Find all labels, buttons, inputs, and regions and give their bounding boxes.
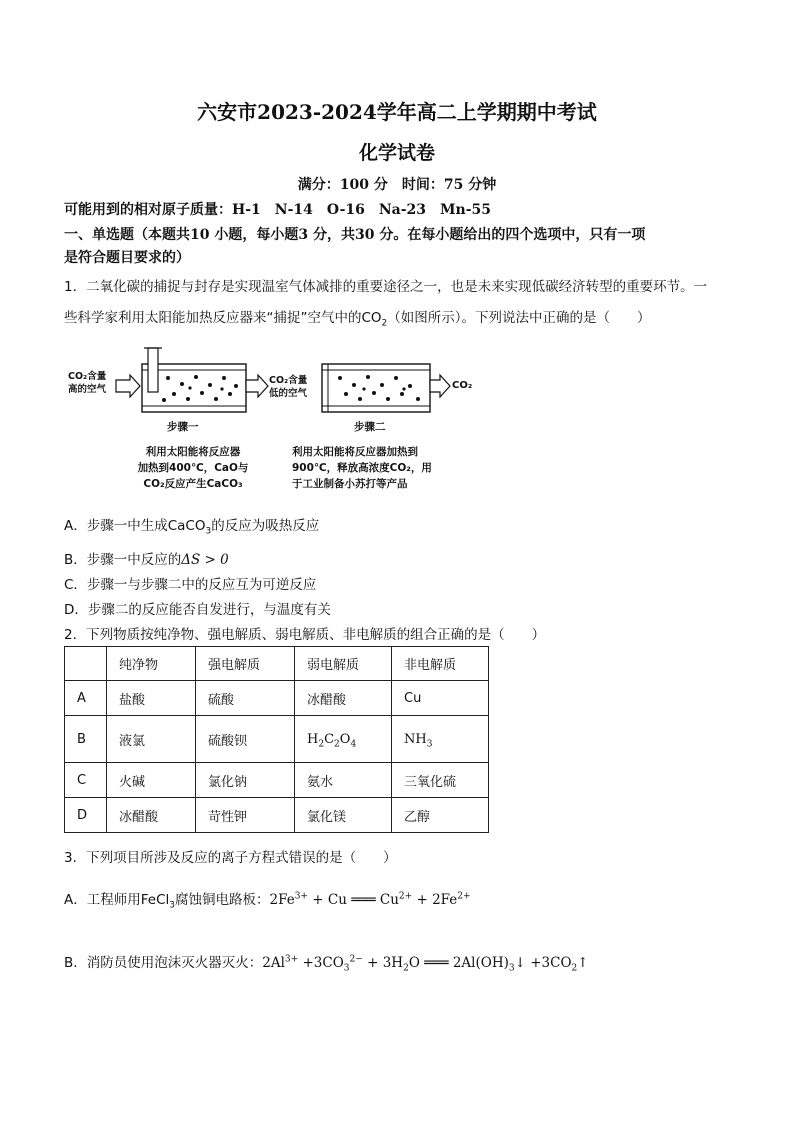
table-row (65, 681, 489, 716)
table-cell: B (65, 716, 107, 763)
exam-subtitle: 化学试卷 (358, 142, 435, 164)
table-row (65, 716, 489, 763)
q1-option-c: C．步骤一与步骤二中的反应互为可逆反应 (64, 577, 317, 593)
table-cell: 液氯 (107, 716, 196, 763)
q2-stem: 2．下列物质按纯净物、强电解质、弱电解质、非电解质的组合正确的是（ ） (64, 627, 546, 643)
table-cell: $H_2C_2O_4$ (295, 716, 392, 763)
q1-stem-line1: 1．二氧化碳的捕捉与封存是实现温室气体减排的重要途径之一，也是未来实现低碳经济转型的重要环节。一 (64, 279, 708, 295)
table-cell: 弱电解质 (295, 647, 392, 681)
step1-label: 步骤一 (167, 421, 199, 433)
table-row (65, 763, 489, 798)
table-cell: 冰醋酸 (295, 681, 392, 716)
table-cell: A (65, 681, 107, 716)
table-cell: 氯化镁 (295, 798, 392, 833)
table-cell (65, 647, 107, 681)
table-cell: 苛性钾 (196, 798, 295, 833)
q1-option-b: B．步骤一中反应的ΔS > 0 (64, 552, 229, 568)
table-cell: $NH_3$ (392, 716, 489, 763)
table-cell: 纯净物 (107, 647, 196, 681)
particles-step2 (338, 375, 420, 401)
q3-option-b: B．消防员使用泡沫灭火器灭火：$2Al^{3+} +3CO_3^{2-} + 3H_2O$ ═══ $2Al(OH)_3↓$ $+3CO_2↑$ (64, 954, 589, 974)
table-cell: 硫酸钡 (196, 716, 295, 763)
table-cell: 乙醇 (392, 798, 489, 833)
q2-options-table (64, 646, 489, 833)
score-info: 满分：100 分 时间：75 分钟 (297, 177, 497, 193)
atomic-masses: 可能用到的相对原子质量：H-1 N-14 O-16 Na-23 Mn-55 (64, 202, 491, 218)
step2-caption: 利用太阳能将反应器加热到 900℃，释放高浓度CO₂，用 于工业制备小苏打等产品 (292, 446, 432, 490)
table-cell: 盐酸 (107, 681, 196, 716)
table-cell: D (65, 798, 107, 833)
q3-stem: 3．下列项目所涉及反应的离子方程式错误的是（ ） (64, 850, 397, 866)
table-cell: 冰醋酸 (107, 798, 196, 833)
q3-option-a: A．工程师用FeCl$_3$腐蚀铜电路板：$2Fe^{3+} + Cu$ ═══ $Cu^{2+} + 2Fe^{2+}$ (64, 891, 471, 911)
co2-capture-figure (64, 342, 484, 502)
table-cell: C (65, 763, 107, 798)
table-cell: 火碱 (107, 763, 196, 798)
table-cell: 氯化钠 (196, 763, 295, 798)
table-cell: 三氧化硫 (392, 763, 489, 798)
table-header-row (65, 647, 489, 681)
particles-step1 (162, 375, 238, 402)
table-cell: 硫酸 (196, 681, 295, 716)
section-heading-cont: 是符合题目要求的） (64, 250, 190, 266)
table-cell: 强电解质 (196, 647, 295, 681)
table-cell: Cu (392, 681, 489, 716)
exam-title: 六安市2023-2024学年高二上学期期中考试 (197, 100, 597, 124)
q3-option-a-equation: $2Fe^{3+} + Cu$ ═══ $Cu^{2+} + 2Fe^{2+}$ (269, 891, 471, 908)
inlet-label: CO₂含量 高的空气 (68, 371, 107, 395)
q1-option-d: D．步骤二的反应能否自发进行，与温度有关 (64, 602, 331, 618)
table-row (65, 798, 489, 833)
step1-caption: 利用太阳能将反应器 加热到400℃，CaO与 CO₂反应产生CaCO₃ (137, 446, 249, 490)
mid-label: CO₂含量 低的空气 (269, 375, 308, 399)
outlet-label: CO₂ (452, 380, 473, 391)
step2-label: 步骤二 (354, 421, 386, 433)
table-cell: 非电解质 (392, 647, 489, 681)
q1-option-a: A．步骤一中生成CaCO$_3$的反应为吸热反应 (64, 518, 320, 537)
table-cell: 氨水 (295, 763, 392, 798)
q1-stem-line2: 些科学家利用太阳能加热反应器来“捕捉”空气中的$CO_2$（如图所示）。下列说法中正确的是（ ） (64, 310, 651, 329)
section-heading: 一、单选题（本题共10 小题，每小题3 分，共30 分。在每小题给出的四个选项中，只有一项 (64, 227, 646, 243)
q3-option-b-equation: $2Al^{3+} +3CO_3^{2-} + 3H_2O$ ═══ $2Al(OH)_3↓$ $+3CO_2↑$ (262, 954, 589, 974)
